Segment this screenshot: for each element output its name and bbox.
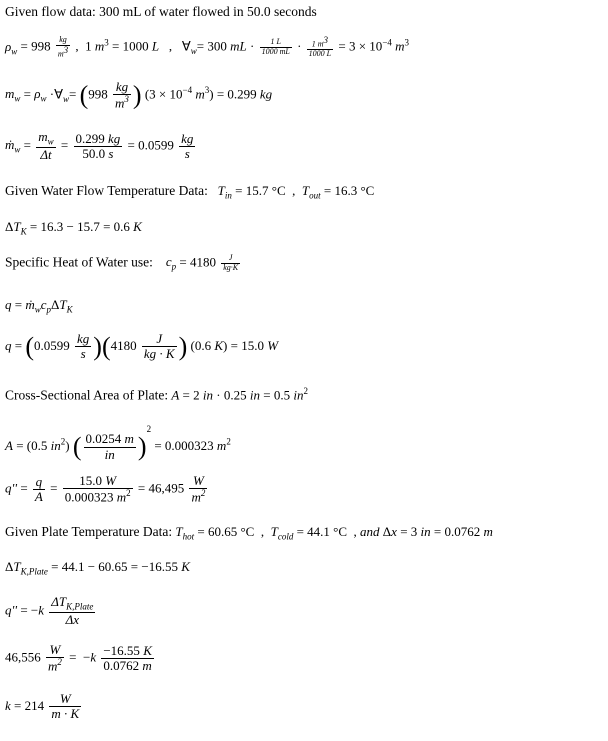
conductivity-result: k = 214 $\frac{W}{m \cdot K}$ — [5, 691, 80, 722]
plate-delta-t-equation: $\Delta T_{K,Plate} = 44.1 - 60.65 = -16.55$ K — [5, 559, 190, 577]
heat-rate-calculation: q = (0.0599 $\frac{kg}{s}$ )(4180 $\frac{J}{kg \cdot K}$ ) (0.6 K) = 15.0 W — [5, 331, 279, 362]
heat-flux-calculation: q'' = $\frac{q}{A}$ = $\frac{15.0 W}{0.000323 m^2}$ = 46,495 $\frac{W}{m^2}$ — [5, 473, 206, 505]
mass-equation: $m_w = \rho_w$ $\cdot\forall_w= (998$ $\frac{kg}{m^3}$ ) ($3 \times 10^{-4}$ $m^3) = 0.299$ kg — [5, 79, 273, 111]
conductivity-substitution: 46,556 $\frac{W}{m^2}$ = −k $\frac{-16.55 K}{0.0762 m}$ — [5, 642, 152, 674]
density-volume-equation: $\rho_w = 998$ $\frac{kg}{m^3}$ , 1 $m^3 = 1000$ L , $\forall_w= 300$ mL · $\frac{1 L}{1000 mL}$ · $\frac{1 m^3}{1000 L}$ = $3 \times 10^{-4}$ $m^3$ — [5, 35, 410, 59]
plate-area-statement: Cross-Sectional Area of Plate: A = 2 in · 0.25 in = 0.5 $in^2$ — [5, 386, 308, 403]
flow-data-statement: Given flow data: 300 mL of water flowed in 50.0 seconds — [5, 4, 317, 19]
area-conversion: A = (0.5 $in^2$) ( $\frac{0.0254 m}{in}$ )$^2$ = 0.000323 $m^2$ — [5, 424, 231, 462]
plate-temperature-data: Given Plate Temperature Data: $T_{hot} = 60.65$ °C , $T_{cold} = 44.1$ °C , and Δx = 3 in = 0.0762 m — [5, 524, 493, 542]
water-temperature-data: Given Water Flow Temperature Data: $T_{in} = 15.7$ °C , $T_{out} = 16.3$ °C — [5, 183, 375, 201]
delta-t-equation: $\Delta T_K = 16.3 - 15.7 = 0.6$ K — [5, 219, 142, 237]
heat-rate-formula: $q = ṁ_wc_p\Delta T_K$ — [5, 297, 73, 315]
fourier-law: q'' = −k $\frac{\Delta T_{K,Plate}}{\Delta x}$ — [5, 594, 94, 628]
specific-heat-statement: Specific Heat of Water use: $c_p = 4180$ $\frac{J}{kg\cdot K}$ — [5, 253, 239, 272]
mass-flow-rate-equation: ṁ$_w$ = $\frac{m_w}{\Delta t}$ = $\frac{0.299 kg}{50.0 s}$ = 0.0599 $\frac{kg}{s}$ — [5, 129, 194, 163]
